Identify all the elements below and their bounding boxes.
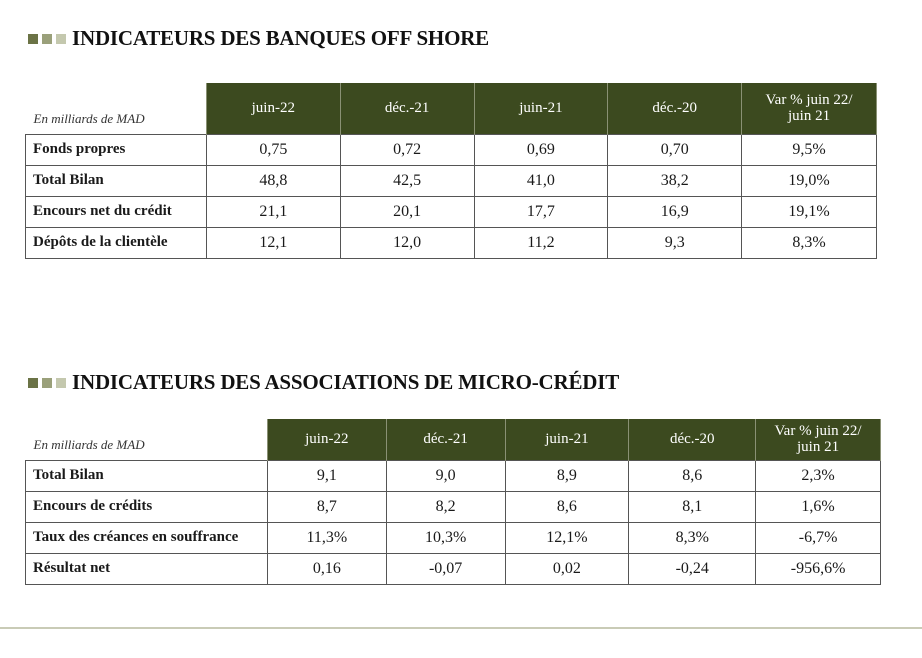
- table-cell: 0,69: [474, 134, 608, 165]
- table-cell: 8,6: [629, 460, 756, 491]
- section-title-microcredit: [28, 370, 619, 395]
- table-cell: 10,3%: [386, 522, 505, 553]
- table-cell: 8,2: [386, 491, 505, 522]
- row-label: Total Bilan: [26, 460, 268, 491]
- table-header-row: [26, 83, 877, 134]
- unit-label: En milliards de MAD: [33, 436, 145, 452]
- variation-header-line1: Var % juin 22/: [774, 423, 862, 440]
- microcredit-table: [25, 419, 881, 585]
- table-cell: 11,3%: [267, 522, 386, 553]
- column-header: déc.-21: [340, 83, 474, 134]
- table-row: [26, 491, 881, 522]
- table-row: [26, 134, 877, 165]
- bullet-squares-icon: [28, 378, 66, 388]
- column-header: juin-22: [206, 83, 340, 134]
- column-header: déc.-21: [386, 419, 505, 460]
- table-row: [26, 196, 877, 227]
- column-header: juin-22: [267, 419, 386, 460]
- offshore-banks-table: [25, 83, 877, 259]
- column-header: juin-21: [474, 83, 608, 134]
- table-cell: 0,70: [608, 134, 742, 165]
- table-cell: 0,75: [206, 134, 340, 165]
- table-cell: 8,6: [505, 491, 629, 522]
- table-row: [26, 553, 881, 584]
- table-cell: 17,7: [474, 196, 608, 227]
- table-cell: 9,5%: [742, 134, 877, 165]
- table-cell: 2,3%: [756, 460, 881, 491]
- table-row: [26, 165, 877, 196]
- table-cell: 9,0: [386, 460, 505, 491]
- table-cell: 9,1: [267, 460, 386, 491]
- row-label: Encours net du crédit: [26, 196, 207, 227]
- table-cell: 8,3%: [629, 522, 756, 553]
- footer-divider: [0, 627, 922, 629]
- table-cell: -956,6%: [756, 553, 881, 584]
- column-header: déc.-20: [629, 419, 756, 460]
- table-row: [26, 522, 881, 553]
- row-label: Encours de crédits: [26, 491, 268, 522]
- section-title-offshore: [28, 26, 489, 51]
- table-cell: -0,24: [629, 553, 756, 584]
- table-cell: 0,72: [340, 134, 474, 165]
- table-cell: 16,9: [608, 196, 742, 227]
- unit-label: En milliards de MAD: [33, 110, 145, 126]
- table-cell: 8,7: [267, 491, 386, 522]
- table-cell: 12,1: [206, 227, 340, 258]
- table-cell: -6,7%: [756, 522, 881, 553]
- table-cell: 48,8: [206, 165, 340, 196]
- table-cell: 11,2: [474, 227, 608, 258]
- variation-header-line2: juin 21: [797, 439, 840, 456]
- table-cell: 41,0: [474, 165, 608, 196]
- row-label: Fonds propres: [26, 134, 207, 165]
- table-cell: 0,16: [267, 553, 386, 584]
- column-header: déc.-20: [608, 83, 742, 134]
- bullet-squares-icon: [28, 34, 66, 44]
- variation-header-line1: Var % juin 22/: [765, 92, 853, 109]
- row-label: Résultat net: [26, 553, 268, 584]
- table-cell: 8,9: [505, 460, 629, 491]
- table-row: [26, 460, 881, 491]
- column-header-variation: [742, 83, 877, 134]
- table-cell: 20,1: [340, 196, 474, 227]
- column-header-variation: [756, 419, 881, 460]
- table-cell: 12,1%: [505, 522, 629, 553]
- table-cell: 8,3%: [742, 227, 877, 258]
- table-cell: 38,2: [608, 165, 742, 196]
- table-cell: 1,6%: [756, 491, 881, 522]
- table-cell: 12,0: [340, 227, 474, 258]
- variation-header-line2: juin 21: [788, 108, 831, 125]
- row-label: Dépôts de la clientèle: [26, 227, 207, 258]
- row-label: Total Bilan: [26, 165, 207, 196]
- column-header: juin-21: [505, 419, 629, 460]
- row-label: Taux des créances en souffrance: [26, 522, 268, 553]
- table-cell: 19,0%: [742, 165, 877, 196]
- table-cell: 19,1%: [742, 196, 877, 227]
- table-cell: 42,5: [340, 165, 474, 196]
- table-row: [26, 227, 877, 258]
- table-cell: -0,07: [386, 553, 505, 584]
- table-cell: 9,3: [608, 227, 742, 258]
- table-cell: 0,02: [505, 553, 629, 584]
- section-title-text: INDICATEURS DES BANQUES OFF SHORE: [72, 26, 489, 50]
- table-cell: 8,1: [629, 491, 756, 522]
- table-header-row: [26, 419, 881, 460]
- section-title-text: INDICATEURS DES ASSOCIATIONS DE MICRO-CRÉDIT: [72, 370, 620, 394]
- table-cell: 21,1: [206, 196, 340, 227]
